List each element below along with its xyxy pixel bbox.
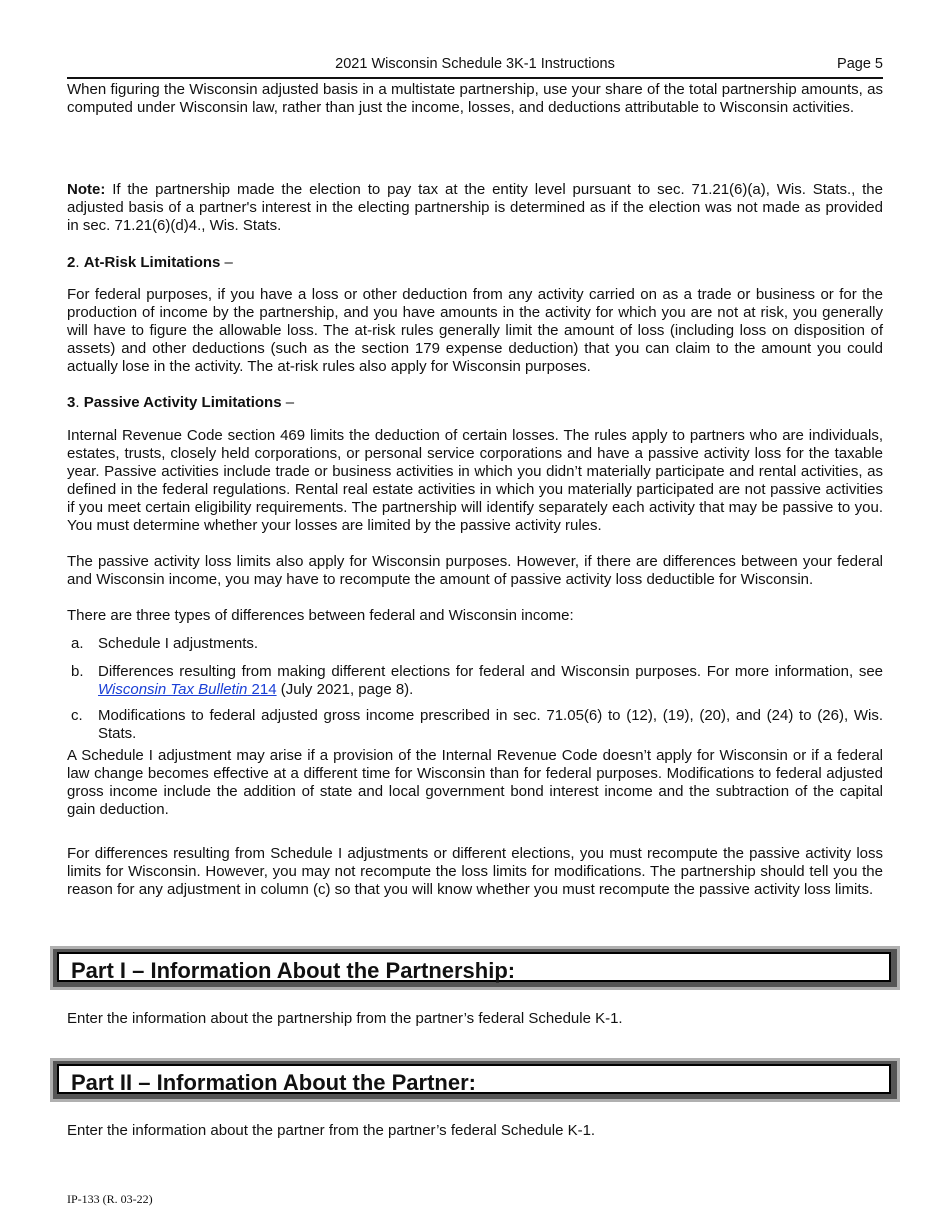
note-paragraph <box>67 181 883 235</box>
part-title: Part II – Information About the Partner: <box>71 1070 476 1095</box>
link-number: 214 <box>247 681 277 698</box>
page-number: Page 5 <box>837 56 883 72</box>
note-label: Note: <box>67 181 106 198</box>
note-text: If the partnership made the election to pay tax at the entity level pursuant to sec. 71.21(6)(a), Wis. Stats., the adjusted basis of a partner's interest in the electing partnership is determined as if the election was not made as provided in sec. 71.21(6)(d)4., Wis. Stats. <box>67 181 883 234</box>
section-heading-at-risk: 2. At-Risk Limitations – <box>67 254 233 271</box>
part-ii-body: Enter the information about the partner from the partner’s federal Schedule K-1. <box>67 1122 596 1139</box>
list-item <box>67 707 883 743</box>
section-title: At-Risk Limitations <box>83 254 221 271</box>
text: (July 2021, page 8). <box>276 681 414 698</box>
paragraph-at-risk: For federal purposes, if you have a loss or other deduction from any activity carried on as a trade or business or for the production of income by the partnership, and you have amounts in the activity for which you are not at risk, you generally will have to figure the allowable loss. The at-risk rules generally limit the amount of loss (including loss on disposition of assets) and other deductions (such as the section 179 expense deduction) that you can claim to the amount you could actually lose in the activity. The at-risk rules also apply for Wisconsin purposes. <box>67 286 883 375</box>
form-footer: IP-133 (R. 03-22) <box>67 1192 153 1206</box>
list-marker: c. <box>71 707 83 724</box>
list-text: Modifications to federal adjusted gross income prescribed in sec. 71.05(6) to (12), (19), (20), and (24) to (26), Wis. Stats. <box>98 707 883 742</box>
tax-bulletin-link[interactable] <box>98 681 277 698</box>
page-header <box>67 55 883 79</box>
list-text <box>98 663 883 699</box>
paragraph-differences: For differences resulting from Schedule I adjustments or different elections, you must recompute the passive activity loss limits for Wisconsin. However, you may not recompute the loss limits for modifications. The partnership should tell you the reason for any adjustment in column (c) so that you will know whether you must recompute the passive activity loss limits. <box>67 845 883 898</box>
part-i-body: Enter the information about the partnership from the partner’s federal Schedule K-1. <box>67 1010 623 1027</box>
list-marker: b. <box>71 663 84 680</box>
paragraph-passive: Internal Revenue Code section 469 limits the deduction of certain losses. The rules apply to partners who are individuals, estates, trusts, closely held corporations, or personal service corporations and have a passive activity loss for the taxable year. Passive activities include trade or business activities in which you didn’t materially participate and rental activities, as defined in the federal regulations. Rental real estate activities in which you materially participated are not passive activities if you meet certain eligibility requirements. The partnership will identify separately each activity that may be passive to you. You must determine whether your losses are limited by the passive activity rules. <box>67 427 883 534</box>
paragraph-types: There are three types of differences between federal and Wisconsin income: <box>67 607 574 624</box>
document-title: 2021 Wisconsin Schedule 3K-1 Instructions <box>335 56 615 72</box>
dash: – <box>220 254 233 271</box>
dash: – <box>281 394 295 411</box>
paragraph-adjusted-basis: When figuring the Wisconsin adjusted basis in a multistate partnership, use your share of the total partnership amounts, as computed under Wisconsin law, rather than just the income, losses, and deductions attributable to Wisconsin activities. <box>67 81 883 116</box>
paragraph-loss-limits: The passive activity loss limits also apply for Wisconsin purposes. However, if there are differences between your federal and Wisconsin income, you may have to recompute the amount of passive activity loss deductible for Wisconsin. <box>67 553 883 588</box>
list-item <box>67 663 883 699</box>
part-i-heading <box>50 946 900 990</box>
list-item <box>67 635 883 653</box>
link-title: Wisconsin Tax Bulletin <box>98 681 248 698</box>
section-number: 3 <box>67 394 76 411</box>
list-text: Schedule I adjustments. <box>98 635 259 652</box>
paragraph-schedule-i: A Schedule I adjustment may arise if a provision of the Internal Revenue Code doesn’t apply for Wisconsin or if a federal law change becomes effective at a different time for Wisconsin than for federal purposes. Modifications to federal adjusted gross income include the addition of state and local government bond interest income and the subtraction of the capital gain deduction. <box>67 747 883 818</box>
text: Differences resulting from making different elections for federal and Wisconsin purposes. For more information, see <box>98 663 883 680</box>
list-marker: a. <box>71 635 84 652</box>
section-title: Passive Activity Limitations <box>83 394 282 411</box>
part-ii-heading <box>50 1058 900 1102</box>
part-title: Part I – Information About the Partnership: <box>71 958 516 983</box>
section-number: 2 <box>67 254 76 271</box>
section-heading-passive: 3. Passive Activity Limitations – <box>67 394 295 411</box>
